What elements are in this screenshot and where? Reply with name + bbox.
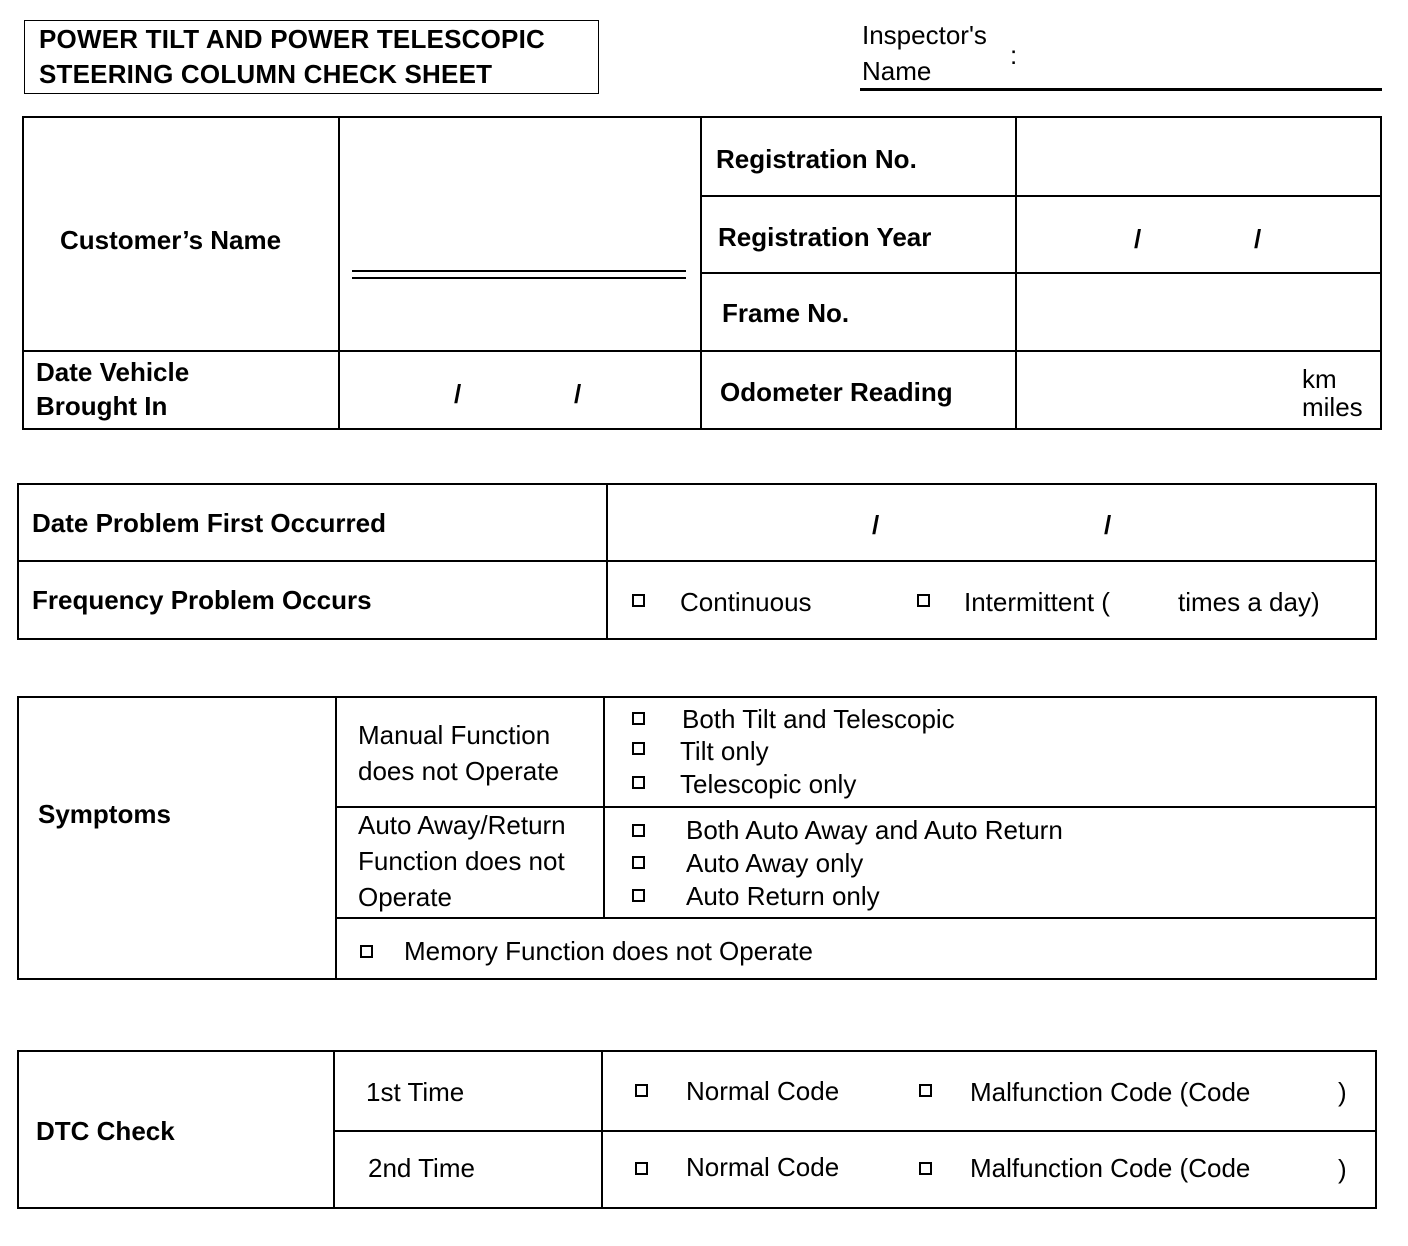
- auto-option-away-label: Auto Away only: [686, 848, 864, 878]
- registration-year-label: Registration Year: [718, 222, 932, 252]
- registration-no-field[interactable]: [1017, 118, 1380, 195]
- dtc-row-time: 2nd Time: [368, 1153, 475, 1183]
- auto-option-checkbox[interactable]: [632, 824, 645, 837]
- customer-name-field-rule: [352, 277, 686, 279]
- manual-option-both-label: Both Tilt and Telescopic: [682, 704, 955, 734]
- odometer-unit-km: km: [1302, 364, 1337, 394]
- frame-no-field[interactable]: [1017, 274, 1380, 350]
- date-brought-in-label-line2: Brought In: [36, 391, 168, 421]
- memory-function-checkbox[interactable]: [360, 945, 373, 958]
- divider: [335, 917, 1377, 919]
- intermittent-option-prefix: Intermittent (: [964, 587, 1110, 617]
- odometer-unit-miles: miles: [1302, 392, 1363, 422]
- registration-year-slash-2: /: [1254, 224, 1262, 254]
- auto-option-checkbox[interactable]: [632, 856, 645, 869]
- dtc-malfunction-close: ): [1338, 1154, 1347, 1184]
- divider: [700, 195, 1382, 197]
- dtc-check-label: DTC Check: [36, 1116, 175, 1146]
- frame-no-label: Frame No.: [722, 298, 850, 328]
- continuous-checkbox[interactable]: [632, 594, 645, 607]
- manual-option-telescopic-label: Telescopic only: [680, 769, 857, 799]
- date-problem-slash-2: /: [1104, 510, 1112, 540]
- dtc-normal-label: Normal Code: [686, 1152, 840, 1182]
- sheet-title-line2: STEERING COLUMN CHECK SHEET: [39, 59, 493, 89]
- dtc-malfunction-checkbox[interactable]: [919, 1084, 932, 1097]
- divider: [335, 696, 337, 980]
- auto-option-return-label: Auto Return only: [686, 881, 880, 911]
- inspector-label-line2: Name: [862, 56, 932, 86]
- symptoms-label: Symptoms: [38, 799, 171, 829]
- date-brought-in-slash-1: /: [454, 379, 462, 409]
- date-problem-first-label: Date Problem First Occurred: [32, 508, 386, 538]
- sheet-title-box: [24, 20, 599, 94]
- registration-no-label: Registration No.: [716, 144, 917, 174]
- auto-function-label-line3: Operate: [358, 882, 452, 912]
- divider: [333, 1130, 1377, 1132]
- date-brought-in-label-line1: Date Vehicle: [36, 357, 190, 387]
- manual-option-checkbox[interactable]: [632, 712, 645, 725]
- manual-option-checkbox[interactable]: [632, 776, 645, 789]
- manual-option-tilt-label: Tilt only: [680, 736, 769, 766]
- date-problem-slash-1: /: [872, 510, 880, 540]
- dtc-row-time: 1st Time: [366, 1077, 465, 1107]
- dtc-malfunction-label: Malfunction Code (Code: [970, 1077, 1251, 1107]
- auto-function-label-line2: Function does not: [358, 846, 565, 876]
- manual-option-checkbox[interactable]: [632, 742, 645, 755]
- inspector-colon: :: [1010, 40, 1018, 70]
- manual-function-label-line1: Manual Function: [358, 720, 551, 750]
- frequency-label: Frequency Problem Occurs: [32, 585, 372, 615]
- dtc-normal-checkbox[interactable]: [635, 1084, 648, 1097]
- odometer-label: Odometer Reading: [720, 377, 953, 407]
- dtc-normal-checkbox[interactable]: [635, 1162, 648, 1175]
- intermittent-option-suffix: times a day): [1178, 587, 1320, 617]
- divider: [338, 116, 340, 430]
- dtc-malfunction-checkbox[interactable]: [919, 1162, 932, 1175]
- auto-function-label-line1: Auto Away/Return: [358, 810, 566, 840]
- intermittent-checkbox[interactable]: [917, 594, 930, 607]
- continuous-option-label: Continuous: [680, 587, 812, 617]
- divider: [22, 350, 1382, 352]
- auto-option-both-label: Both Auto Away and Auto Return: [686, 815, 1063, 845]
- divider: [17, 560, 1377, 562]
- inspector-label-line1: Inspector's: [862, 20, 987, 50]
- memory-function-label: Memory Function does not Operate: [404, 936, 813, 966]
- dtc-malfunction-label: Malfunction Code (Code: [970, 1153, 1251, 1183]
- date-brought-in-slash-2: /: [574, 379, 582, 409]
- divider: [335, 806, 1377, 808]
- registration-year-slash-1: /: [1134, 224, 1142, 254]
- dtc-malfunction-close: ): [1338, 1077, 1347, 1107]
- manual-function-label-line2: does not Operate: [358, 756, 559, 786]
- customer-name-label: Customer’s Name: [60, 225, 282, 255]
- customer-name-field[interactable]: [352, 270, 686, 272]
- sheet-title-line1: POWER TILT AND POWER TELESCOPIC: [39, 24, 545, 54]
- auto-option-checkbox[interactable]: [632, 889, 645, 902]
- dtc-normal-label: Normal Code: [686, 1076, 840, 1106]
- inspector-name-field[interactable]: [860, 88, 1382, 91]
